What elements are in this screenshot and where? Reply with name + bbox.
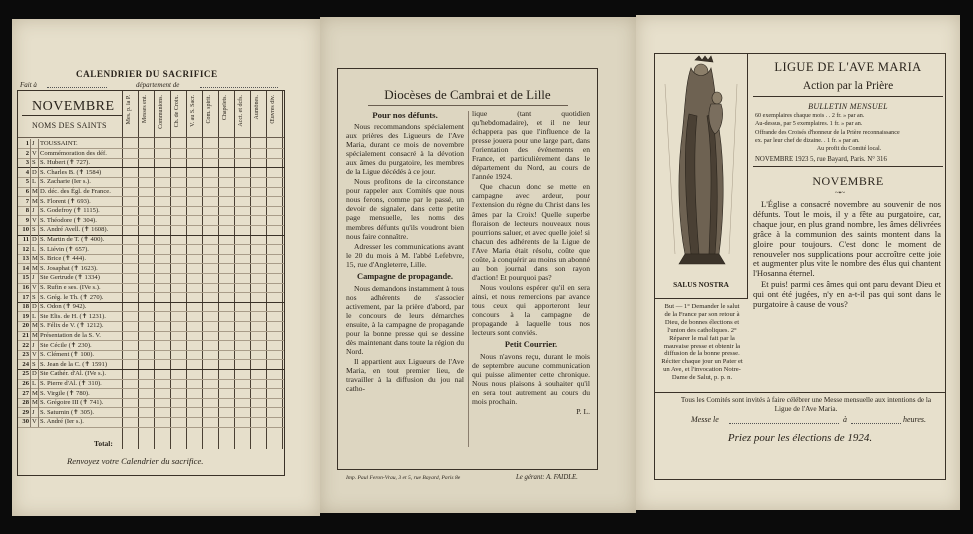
saint-name: Ste Cécile (✝ 230). bbox=[40, 341, 92, 349]
day-number: 17 bbox=[22, 293, 29, 301]
day-number: 14 bbox=[22, 264, 29, 272]
day-number: 10 bbox=[22, 226, 29, 234]
saint-name: Ste Gertrude (✝ 1334) bbox=[40, 274, 100, 282]
calendar-day-row bbox=[18, 216, 122, 225]
day-number: 9 bbox=[25, 216, 29, 224]
calendar-day-row bbox=[18, 389, 122, 398]
weekday-letter: V bbox=[32, 418, 37, 426]
weekday-letter: S bbox=[32, 293, 36, 301]
calendar-day-row bbox=[18, 225, 122, 234]
weekday-letter: D bbox=[32, 168, 37, 176]
saint-name: S. Charles B. (✝ 1584) bbox=[40, 168, 102, 176]
saint-name: S. Théodore (✝ 304). bbox=[40, 216, 97, 224]
calendar-day-row bbox=[18, 360, 122, 369]
day-number: 5 bbox=[25, 178, 29, 186]
column-divider bbox=[468, 111, 469, 447]
day-number: 29 bbox=[22, 408, 29, 416]
departement-line bbox=[200, 87, 278, 88]
day-number: 7 bbox=[25, 197, 29, 205]
november-text bbox=[753, 200, 941, 311]
column-header: Acct. et dcfs. bbox=[238, 95, 244, 127]
day-number: 23 bbox=[22, 351, 29, 359]
saint-name: S. Virgile (✝ 780). bbox=[40, 389, 90, 397]
saint-name: D. déc. des Égl. de France. bbox=[40, 188, 111, 195]
calendar-day-row bbox=[18, 158, 122, 167]
saint-name: S. Martin de T. (✝ 400). bbox=[40, 236, 105, 243]
saint-name: S. Jean de la C. (✝ 1591) bbox=[40, 360, 108, 368]
calendar-title: CALENDRIER DU SACRIFICE bbox=[76, 69, 218, 79]
day-number: 6 bbox=[25, 188, 29, 195]
messe-date-line bbox=[729, 423, 839, 424]
calendar-day-row bbox=[18, 206, 122, 215]
day-number: 13 bbox=[22, 255, 29, 263]
gerant: Le gérant: A. FAIDLE. bbox=[516, 474, 578, 481]
day-number: 22 bbox=[22, 341, 29, 349]
saint-name: Présentation de la S. V. bbox=[40, 332, 101, 339]
saint-name: S. Saturnin (✝ 305). bbox=[40, 408, 95, 416]
month-underline bbox=[22, 115, 122, 116]
weekday-letter: V bbox=[32, 284, 37, 291]
saint-name: S. Grég. le Th. (✝ 270). bbox=[40, 293, 104, 301]
day-number: 4 bbox=[25, 168, 29, 176]
header-rule bbox=[753, 96, 943, 97]
column-header: Messes ent. bbox=[142, 95, 148, 123]
weekday-letter: D bbox=[32, 236, 37, 243]
column-header: Chapelets. bbox=[222, 95, 228, 121]
saint-name: S. Félix de V. (✝ 1212). bbox=[40, 322, 104, 330]
weekday-letter: J bbox=[32, 408, 35, 416]
saint-name: S. Pierre d'Al. (✝ 310). bbox=[40, 380, 102, 387]
issue-line: NOVEMBRE 1923 5, rue Bayard, Paris. N° 316 bbox=[755, 156, 887, 163]
signature: P. L. bbox=[576, 407, 590, 417]
tariff-line: Offrande des Croisés d'honneur de la Prière reconnaissance bbox=[755, 129, 900, 136]
calendar-day-row bbox=[18, 341, 122, 350]
col2-para-1: lique (tant quotidien qu'hebdomadaire), et il ne leur échappera pas que l'influence de la presse jouera pour une large part, dans l'orientation des événements en France, et particulièrement dans le département du Nord, au cours de l'année 1924. bbox=[472, 109, 590, 182]
weekday-letter: L bbox=[32, 312, 37, 320]
weekday-letter: V bbox=[32, 149, 37, 157]
weekday-letter: L bbox=[32, 245, 37, 253]
calendar-day-row bbox=[18, 273, 122, 282]
weekday-letter: J bbox=[32, 274, 35, 282]
calendar-day-row bbox=[18, 369, 122, 378]
calendar-day-row bbox=[18, 398, 122, 407]
day-number: 15 bbox=[22, 274, 29, 282]
weekday-letter: M bbox=[32, 332, 38, 339]
heading-courrier: Petit Courrier. bbox=[504, 340, 558, 350]
saint-name: Ste Cathér. d'Al. (IVe s.). bbox=[40, 370, 107, 378]
weekday-letter: D bbox=[32, 303, 37, 311]
grid-vertical-line bbox=[282, 91, 283, 449]
calendar-day-row bbox=[18, 168, 122, 177]
calendar-month: NOVEMBRE bbox=[32, 99, 115, 114]
saint-name: S. Hubert (✝ 727). bbox=[40, 159, 91, 167]
column-header: Mes. p. la P. bbox=[126, 95, 132, 125]
column-left bbox=[346, 109, 464, 449]
weekday-letter: M bbox=[32, 389, 38, 397]
weekday-letter: M bbox=[32, 264, 38, 272]
tariff-line: ex. par leur chef de dizaine. . 1 fr. » par an. bbox=[755, 137, 860, 144]
body-para-2: Et puis! parmi ces âmes qui ont paru devant Dieu et qui ont été jugées, n'y en a-t-il pas qui sont dans le purgatoire à cause de vous? bbox=[753, 279, 941, 310]
bottom-rule bbox=[655, 392, 945, 393]
calendar-day-row bbox=[18, 245, 122, 254]
calendar-day-row bbox=[18, 139, 122, 148]
courrier-para: Nous n'avons reçu, durant le mois de septembre aucune communication qui puisse alimenter cette chronique. Nous nous plaisons à souhaiter qu'il en sera tout autrement au cours du mois prochain. bbox=[472, 352, 590, 407]
saint-name: Ste Elis. de H. (✝ 1231). bbox=[40, 312, 106, 320]
day-number: 27 bbox=[22, 389, 29, 397]
day-number: 19 bbox=[22, 312, 29, 320]
month-heading: NOVEMBRE bbox=[812, 174, 884, 188]
row-rule bbox=[18, 427, 284, 428]
fait-line bbox=[47, 87, 107, 88]
column-header: Œuvres div. bbox=[270, 95, 276, 124]
ligue-footer: Priez pour les élections de 1924. bbox=[727, 432, 873, 444]
calendar-day-row bbox=[18, 254, 122, 263]
saint-name: S. Liévin (✝ 657). bbox=[40, 245, 89, 253]
ligue-subtitle: Action par la Prière bbox=[802, 80, 894, 92]
grid-vertical-line bbox=[266, 91, 267, 449]
calendar-day-row bbox=[18, 177, 122, 186]
saint-name: S. André Avell. (✝ 1608). bbox=[40, 226, 109, 234]
grid-vertical-line bbox=[138, 91, 139, 449]
day-number: 30 bbox=[22, 418, 29, 426]
grid-vertical-line bbox=[170, 91, 171, 449]
day-number: 3 bbox=[25, 159, 29, 167]
weekday-letter: M bbox=[32, 322, 38, 330]
day-number: 25 bbox=[22, 370, 29, 378]
virgin-image-frame bbox=[655, 54, 748, 299]
ligue-title: LIGUE DE L'AVE MARIA bbox=[774, 60, 922, 74]
calendar-day-row bbox=[18, 331, 122, 340]
day-number: 11 bbox=[22, 236, 29, 243]
weekday-letter: J bbox=[32, 140, 35, 147]
messe-hour-line bbox=[851, 423, 901, 424]
saint-name: TOUSSAINT. bbox=[40, 140, 78, 147]
column-header: V. au S. Sacr. bbox=[190, 95, 196, 127]
calendar-day-row bbox=[18, 149, 122, 158]
calendar-day-row bbox=[18, 187, 122, 196]
calendar-day-row bbox=[18, 417, 122, 426]
day-number: 18 bbox=[22, 303, 29, 311]
column-header: Com. spirit. bbox=[206, 95, 212, 124]
bulletin-label: BULLETIN MENSUEL bbox=[808, 102, 888, 111]
grid-vertical-line bbox=[250, 91, 251, 449]
saint-name: S. Brice (✝ 444). bbox=[40, 255, 86, 263]
saint-name: S. André (Ier s.). bbox=[40, 418, 84, 426]
intentions: But — 1° Demander le salut de la France par son retour à Dieu, de bonnes élections et l'union des catholiques. 2° Réparer le mal fait par la mauvaise presse et obtenir la diffusion de la bonne presse. Réciter chaque jour un Pater et un Ave, et l'invocation Notre-Dame de Salut, p. p. n. bbox=[661, 303, 743, 382]
names-header: NOMS DES SAINTS bbox=[32, 121, 107, 130]
dioceses-frame bbox=[337, 68, 598, 470]
body-para-1: L'Église a consacré novembre au souvenir de nos défunts. Tout le mois, il y a fête au purgatoire, car, chaque jour, en plus grand nombre, les âmes délivrées grâce à la communion des saints montent dans la gloire pour toujours. C'est donc le moment de renouveler nos supplications pour accroître cette joie et augmenter plus vite le nombre des élus qui chantent l'Hosanna éternel. bbox=[753, 199, 941, 279]
day-number: 28 bbox=[22, 399, 29, 407]
day-number: 16 bbox=[22, 284, 29, 291]
dioceses-panel bbox=[320, 17, 636, 513]
ligue-panel bbox=[636, 15, 960, 510]
saint-name: S. Clément (✝ 100). bbox=[40, 351, 95, 359]
day-number: 1 bbox=[25, 140, 29, 147]
weekday-letter: M bbox=[32, 255, 38, 263]
heading-defunts: Pour nos défunts. bbox=[372, 110, 438, 120]
heures: heures. bbox=[903, 415, 927, 424]
title-rule bbox=[368, 105, 568, 106]
weekday-letter: J bbox=[32, 207, 35, 215]
saint-name: S. Florent (✝ 693). bbox=[40, 197, 91, 205]
calendar-day-row bbox=[18, 264, 122, 273]
tariff-line: 60 exemplaires chaque mois . . 2 fr. » par an. bbox=[755, 113, 865, 119]
grid-vertical-line bbox=[122, 91, 123, 449]
defunts-para-3: Adresser les communications avant le 20 du mois à M. l'abbé Lefebvre, 15, rue d'Angleterre, Lille. bbox=[346, 241, 464, 269]
tariff-line: Au profit du Comité local. bbox=[816, 146, 882, 153]
grid-vertical-line bbox=[154, 91, 155, 449]
dioceses-title: Diocèses de Cambrai et de Lille bbox=[384, 87, 551, 102]
weekday-letter: D bbox=[32, 370, 37, 378]
calendar-day-row bbox=[18, 350, 122, 359]
calendar-table bbox=[17, 90, 285, 476]
col2-para-3: Nous voulons espérer qu'il en sera ainsi, et nous remercions par avance tous ceux qui apporteront leur concours à la campagne de propagande à laquelle tous nos lecteurs sont conviés. bbox=[472, 282, 590, 338]
calendar-footer: Renvoyez votre Calendrier du sacrifice. bbox=[67, 456, 204, 466]
calendar-day-row bbox=[18, 235, 122, 244]
col2-para-2: Que chacun donc se mette en campagne avec ardeur, pour l'extension du règne du Christ dans les âmes par la Croix! Quelle superbe floraison de lecteurs nouveaux nous pourrions saluer, et avec quelle joie! si chacun des adhérents de la Ligue de l'Ave Maria était résolu, coûte que coûte, à conquérir au moins un abonné au bon journal dans son rayon d'action! Et pourquoi pas? bbox=[472, 182, 590, 282]
issue-rule bbox=[753, 166, 943, 167]
image-caption: SALUS NOSTRA bbox=[673, 280, 729, 289]
saint-name: S. Odon (✝ 942). bbox=[40, 303, 87, 311]
weekday-letter: S bbox=[32, 360, 36, 368]
day-number: 8 bbox=[25, 207, 29, 215]
imprint: Imp. Paul Feron-Vrau, 3 et 5, rue Bayard, Paris 8e bbox=[346, 475, 461, 481]
calendar-day-row bbox=[18, 293, 122, 302]
column-header: Aumônes. bbox=[254, 95, 260, 120]
weekday-letter: V bbox=[32, 351, 37, 359]
calendar-day-row bbox=[18, 408, 122, 417]
virgin-and-child-engraving bbox=[655, 54, 747, 276]
fait-label: Fait à bbox=[20, 81, 37, 89]
tariffs bbox=[755, 112, 943, 153]
calendar-day-row bbox=[18, 321, 122, 330]
day-number: 2 bbox=[25, 149, 29, 157]
propagande-para-1: Nous demandons instamment à tous nos adhérents de s'associer activement, par la prière d'abord, par le concours de leurs démarches ensuite, à la campagne de propagande pour la bonne presse qui se dessine dès maintenant dans toute la région du Nord. bbox=[346, 283, 464, 357]
day-number: 12 bbox=[22, 245, 29, 253]
day-number: 26 bbox=[22, 380, 29, 387]
column-header: Communions. bbox=[158, 95, 164, 129]
column-header: Ch. de Croix. bbox=[174, 95, 180, 128]
saint-name: S. Josaphat (✝ 1623). bbox=[40, 264, 98, 272]
calendar-day-row bbox=[18, 312, 122, 321]
calendar-panel bbox=[12, 19, 320, 516]
column-right bbox=[472, 109, 590, 449]
calendar-day-row bbox=[18, 283, 122, 292]
weekday-letter: L bbox=[32, 380, 37, 387]
grid-vertical-line bbox=[218, 91, 219, 449]
weekday-letter: M bbox=[32, 188, 38, 195]
ornament: ~•~ bbox=[835, 189, 846, 197]
grid-vertical-line bbox=[186, 91, 187, 449]
day-number: 20 bbox=[22, 322, 29, 330]
departement-label: département de bbox=[136, 81, 180, 89]
saint-name: Commémoration des déf. bbox=[40, 149, 107, 157]
weekday-letter: J bbox=[32, 341, 35, 349]
weekday-letter: M bbox=[32, 197, 38, 205]
calendar-day-row bbox=[18, 379, 122, 388]
propagande-para-2: Il appartient aux Ligueurs de l'Ave Maria, en tout premier lieu, de travailler à la diffusion du jou nal catho- bbox=[346, 357, 464, 394]
tariff-line: Au-dessus, par 5 exemplaires. 1 fr. » par an. bbox=[755, 121, 863, 128]
messe-a: à bbox=[843, 415, 847, 424]
heading-propagande: Campagne de propagande. bbox=[357, 271, 453, 281]
weekday-letter: M bbox=[32, 399, 38, 407]
saint-name: S. Godefroy (✝ 1115). bbox=[40, 207, 100, 215]
saint-name: S. Zacharie (Ier s.). bbox=[40, 178, 91, 186]
defunts-para-1: Nous recommandons spécialement aux prières des Ligueurs de l'Ave Maria, durant ce mois de novembre spécialement consacré à la dévotion aux âmes du purgatoire, les membres de la Ligue décédés à ce jour. bbox=[346, 122, 464, 177]
defunts-para-2: Nous profitons de la circonstance pour rappeler aux Comités que nous nous ferons, comme par le passé, un devoir de signaler, dans cette petite page mensuelle, les noms des membres défunts qu'ils voudront bien nous faire connaître. bbox=[346, 177, 464, 241]
day-number: 24 bbox=[22, 360, 29, 368]
mass-notice: Tous les Comités sont invités à faire célébrer une Messe mensuelle aux intentions de la Ligue de l'Ave Maria. bbox=[680, 396, 932, 413]
ligue-frame bbox=[654, 53, 946, 480]
saint-name: S. Rufin e ses. (IVe s.). bbox=[40, 284, 101, 291]
weekday-letter: S bbox=[32, 159, 36, 167]
weekday-letter: L bbox=[32, 178, 37, 186]
messe-le: Messe le bbox=[691, 415, 719, 424]
calendar-day-row bbox=[18, 197, 122, 206]
weekday-letter: S bbox=[32, 226, 36, 234]
day-number: 21 bbox=[22, 332, 29, 339]
weekday-letter: V bbox=[32, 216, 37, 224]
calendar-day-row bbox=[18, 302, 122, 311]
grid-vertical-line bbox=[234, 91, 235, 449]
grid-vertical-line bbox=[202, 91, 203, 449]
header-rule bbox=[18, 137, 284, 138]
saint-name: S. Grégoire III (✝ 741). bbox=[40, 399, 104, 407]
total-label: Total: bbox=[94, 439, 113, 448]
